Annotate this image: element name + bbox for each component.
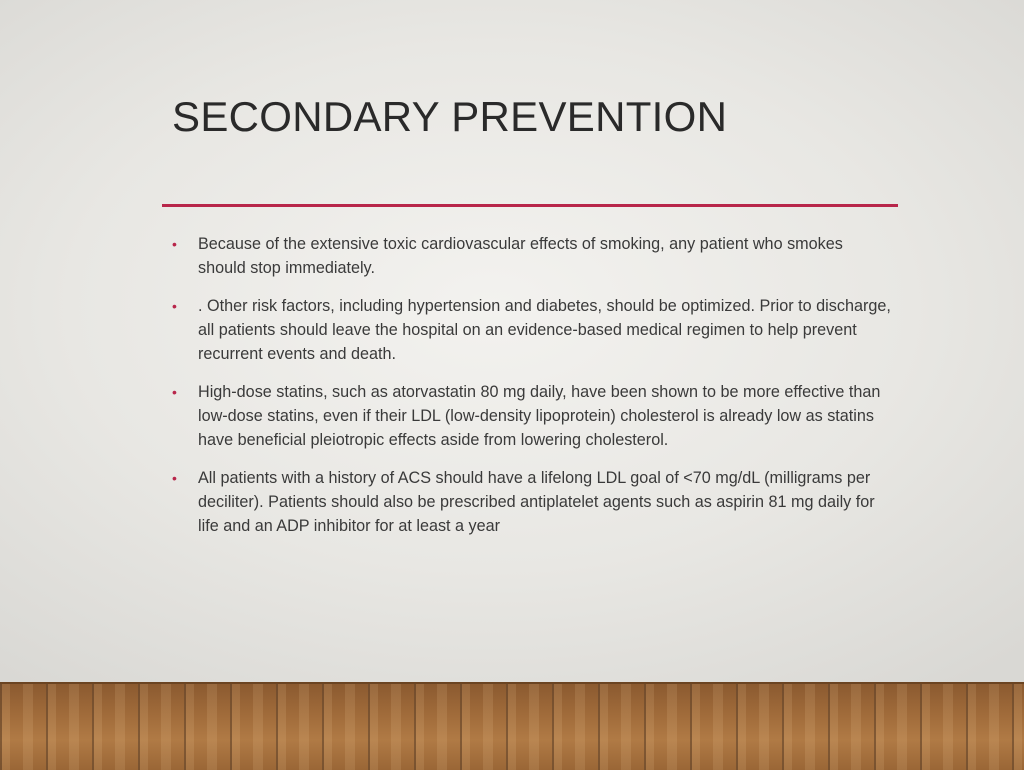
bullet-text: Because of the extensive toxic cardiovascular effects of smoking, any patient who smokes should stop immediately. (198, 235, 843, 277)
bullet-dot-icon: • (172, 298, 177, 314)
bullet-text: . Other risk factors, including hypertension and diabetes, should be optimized. Prior to discharge, all patients should leave the hospital on an evidence-based medical regimen to help prevent recurrent events and death. (198, 297, 891, 363)
title-divider (162, 204, 898, 207)
bullet-item (172, 466, 892, 538)
bullet-dot-icon: • (172, 470, 177, 486)
bullet-item (172, 294, 892, 366)
bullet-text: All patients with a history of ACS should have a lifelong LDL goal of <70 mg/dL (milligrams per deciliter). Patients should also be prescribed antiplatelet agents such as aspirin 81 mg daily for life and an ADP inhibitor for at least a year (198, 469, 875, 535)
bullet-text: High-dose statins, such as atorvastatin 80 mg daily, have been shown to be more effective than low-dose statins, even if their LDL (low-density lipoprotein) cholesterol is already low as statins have beneficial pleiotropic effects aside from lowering cholesterol. (198, 383, 881, 449)
bullet-item (172, 380, 892, 452)
bullet-dot-icon: • (172, 236, 177, 252)
slide-title: SECONDARY PREVENTION (172, 93, 728, 140)
wood-floor-decoration (0, 682, 1024, 770)
bullet-list (172, 232, 892, 552)
bullet-dot-icon: • (172, 384, 177, 400)
bullet-item (172, 232, 892, 280)
